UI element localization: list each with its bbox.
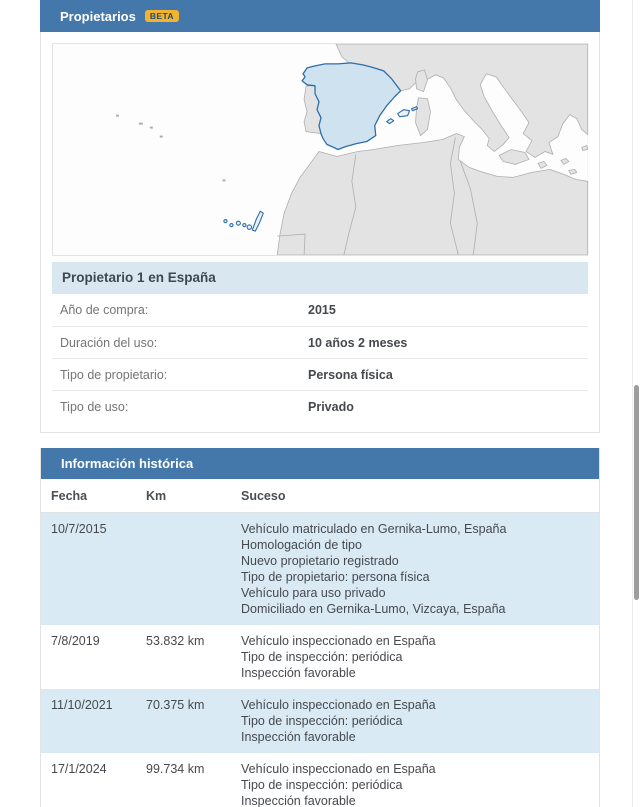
owners-section-header [40, 0, 600, 32]
history-km: 53.832 km [146, 634, 205, 648]
history-header-row [41, 479, 599, 513]
history-event-line: Tipo de inspección: periódica [241, 714, 403, 728]
detail-value: 10 años 2 meses [308, 335, 408, 350]
history-date: 11/10/2021 [51, 698, 113, 712]
history-km [146, 513, 241, 625]
beta-badge: BETA [145, 10, 179, 23]
history-event-line: Tipo de propietario: persona física [241, 570, 430, 584]
detail-label: Duración del uso: [60, 335, 158, 350]
history-date: 7/8/2019 [51, 634, 100, 648]
history-section-title: Información histórica [61, 456, 194, 471]
history-event-line: Homologación de tipo [241, 538, 362, 552]
detail-row-purchase-year [52, 294, 588, 326]
history-event-line: Tipo de inspección: periódica [241, 650, 403, 664]
history-events [241, 753, 599, 807]
detail-label: Tipo de propietario: [60, 367, 168, 382]
owners-section-title: Propietarios [60, 8, 136, 24]
history-date: 10/7/2015 [51, 522, 107, 536]
history-event-line: Domiciliado en Gernika-Lumo, Vizcaya, España [241, 602, 506, 616]
owners-card [40, 32, 600, 433]
scrollbar-track[interactable] [632, 0, 640, 807]
detail-row-owner-type [52, 358, 588, 390]
history-row [41, 625, 599, 689]
history-row [41, 689, 599, 753]
column-header-km: Km [146, 489, 167, 503]
history-km: 99.734 km [146, 762, 205, 776]
spain-highlight-map [53, 44, 589, 255]
column-header-fecha: Fecha [51, 489, 88, 503]
history-event-line: Vehículo para uso privado [241, 586, 386, 600]
history-rows [41, 513, 599, 807]
history-row [41, 513, 599, 625]
history-date: 17/1/2024 [51, 762, 107, 776]
detail-value: Persona física [308, 367, 393, 382]
history-events [241, 513, 599, 625]
history-event-line: Vehículo inspeccionado en España [241, 698, 436, 712]
history-event-line: Tipo de inspección: periódica [241, 778, 403, 792]
history-event-line: Vehículo inspeccionado en España [241, 762, 436, 776]
detail-row-usage-duration [52, 326, 588, 358]
history-section-header [41, 448, 599, 479]
detail-value: Privado [308, 399, 354, 414]
history-km: 70.375 km [146, 698, 205, 712]
history-events [241, 625, 599, 689]
history-event-line: Vehículo matriculado en Gernika-Lumo, España [241, 522, 507, 536]
owner-title-band: Propietario 1 en España [52, 262, 588, 294]
detail-label: Año de compra: [60, 303, 149, 317]
scrollbar-thumb[interactable] [634, 385, 639, 600]
history-event-line: Nuevo propietario registrado [241, 554, 399, 568]
history-card [40, 448, 600, 807]
history-event-line: Inspección favorable [241, 794, 356, 807]
detail-label: Tipo de uso: [60, 399, 129, 414]
history-row [41, 753, 599, 807]
history-event-line: Inspección favorable [241, 730, 356, 744]
history-event-line: Vehículo inspeccionado en España [241, 634, 436, 648]
owner-details [52, 294, 588, 422]
detail-row-use-type [52, 390, 588, 422]
map-container [52, 43, 588, 256]
history-events [241, 689, 599, 753]
detail-value: 2015 [308, 303, 336, 317]
history-event-line: Inspección favorable [241, 666, 356, 680]
column-header-suceso: Suceso [241, 489, 286, 503]
